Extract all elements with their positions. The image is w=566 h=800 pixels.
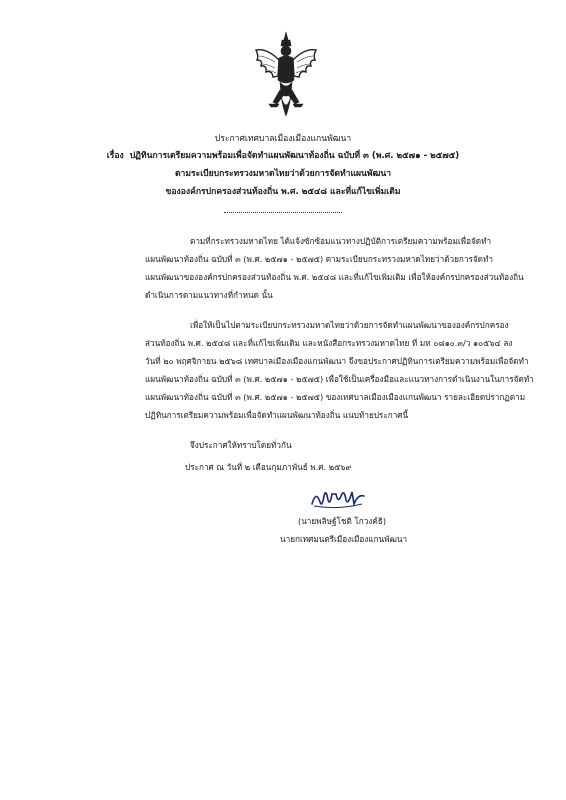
paragraph-1-line: แผนพัฒนาขององค์กรปกครองส่วนท้องถิ่น พ.ศ. ๒๕๔๘ และที่แก้ไขเพิ่มเติม เพื่อให้องค์กรปกครองส่วนท้องถิ่น <box>145 272 524 282</box>
subject-label: เรื่อง <box>106 151 124 161</box>
paragraph-2-line: ปฏิทินการเตรียมความพร้อมเพื่อจัดทำแผนพัฒนาท้องถิ่น แนบท้ายประกาศนี้ <box>145 410 409 420</box>
closing-statement: จึงประกาศให้ทราบโดยทั่วกัน <box>190 440 292 450</box>
announcement-date: ประกาศ ณ วันที่ ๒ เดือนกุมภาพันธ์ พ.ศ. ๒๕๖๙ <box>185 462 352 472</box>
subject-line-2: ตามระเบียบกระทรวงมหาดไทยว่าด้วยการจัดทำแผนพัฒนา <box>174 169 392 179</box>
paragraph-1-line: แผนพัฒนาท้องถิ่น ฉบับที่ ๓ (พ.ศ. ๒๕๗๑ - ๒๕๗๕) ตามระเบียบกระทรวงมหาดไทยว่าด้วยการจัดทำ <box>145 254 493 264</box>
subject-line-1 <box>0 148 566 162</box>
paragraph-2-line: เพื่อให้เป็นไปตามระเบียบกระทรวงมหาดไทยว่าด้วยการจัดทำแผนพัฒนาขององค์กรปกครอง <box>190 320 509 330</box>
subject-text: ปฏิทินการเตรียมความพร้อมเพื่อจัดทำแผนพัฒนาท้องถิ่น ฉบับที่ ๓ (พ.ศ. ๒๕๗๑ - ๒๕๗๕) <box>129 151 460 161</box>
paragraph-1-line: ดำเนินการตามแนวทางที่กำหนด นั้น <box>145 290 273 300</box>
signer-name: (นายพลิษฐ์โชติ โกวงค์ธิ) <box>298 516 387 526</box>
paragraph-2-line: วันที่ ๒๐ พฤศจิกายน ๒๕๖๘ เทศบาลเมืองเมืองแกนพัฒนา จึงขอประกาศปฏิทินการเตรียมความพร้อมเพื่อจัดทำ <box>145 356 529 366</box>
garuda-emblem-icon <box>253 30 319 120</box>
signer-title: นายกเทศมนตรีเมืองเมืองแกนพัฒนา <box>280 534 408 544</box>
signature-icon <box>308 484 370 512</box>
paragraph-2-line: แผนพัฒนาท้องถิ่น ฉบับที่ ๓ (พ.ศ. ๒๕๗๑ - ๒๕๗๕) ของเทศบาลเมืองเมืองแกนพัฒนา รายละเอียดปรากฏตาม <box>145 392 526 402</box>
paragraph-1-line: ตามที่กระทรวงมหาดไทย ได้แจ้งซักซ้อมแนวทางปฏิบัติการเตรียมความพร้อมเพื่อจัดทำ <box>190 236 492 246</box>
issuer-heading: ประกาศเทศบาลเมืองเมืองแกนพัฒนา <box>214 134 352 144</box>
paragraph-2-line: ส่วนท้องถิ่น พ.ศ. ๒๕๔๘ และที่แก้ไขเพิ่มเติม และหนังสือกระทรวงมหาดไทย ที่ มท ๐๘๑๐.๓/ว ๑๐๕๖๔ ลง <box>145 338 513 348</box>
subject-line-3: ขององค์กรปกครองส่วนท้องถิ่น พ.ศ. ๒๕๔๘ และที่แก้ไขเพิ่มเติม <box>165 187 401 197</box>
title-divider <box>224 212 342 213</box>
paragraph-2-line: แผนพัฒนาท้องถิ่น ฉบับที่ ๓ (พ.ศ. ๒๕๗๑ - ๒๕๗๕) เพื่อใช้เป็นเครื่องมือและแนวทางการดำเนินงานในการจัดทำ <box>145 374 534 384</box>
